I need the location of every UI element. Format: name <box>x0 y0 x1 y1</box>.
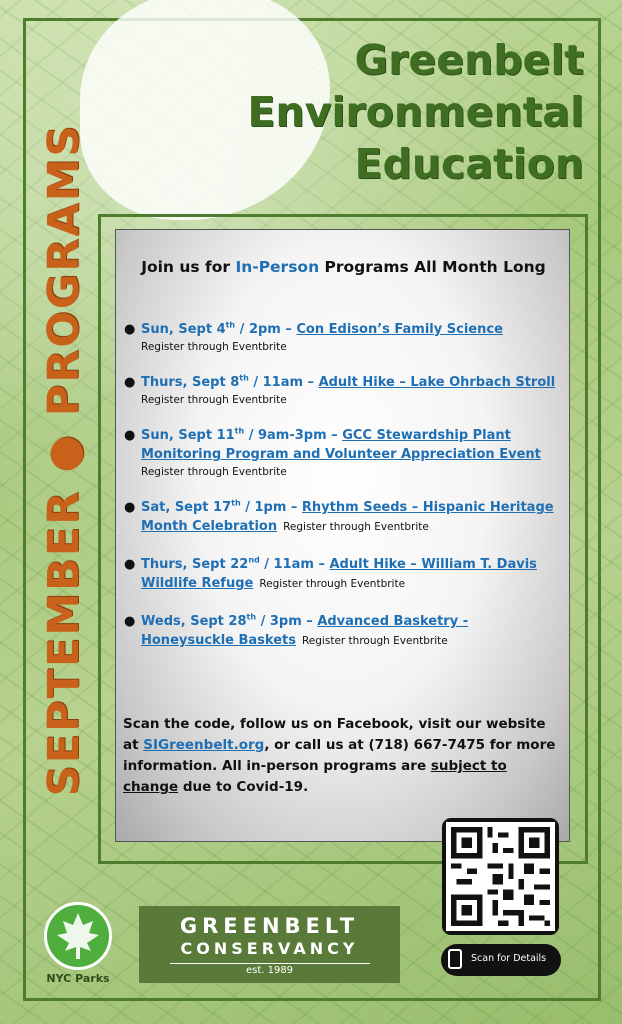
maple-leaf-icon <box>44 902 112 970</box>
bullet-icon: ● <box>124 614 136 629</box>
event-register: Register through Eventbrite <box>283 521 429 533</box>
event-date: Sun, Sept 4th / 2pm – <box>141 320 297 337</box>
event-link[interactable]: GCC Stewardship Plant Monitoring Program and Volunteer Appreciation Event <box>141 428 541 462</box>
bullet-icon: ● <box>124 322 136 337</box>
title-line: Education <box>354 140 584 188</box>
event-date: Thurs, Sept 8th / 11am – <box>141 373 319 390</box>
conservancy-est: est. 1989 <box>170 963 370 976</box>
heading-prefix: Join us for <box>141 258 236 276</box>
scan-for-details-button[interactable] <box>441 944 561 976</box>
event-item <box>124 426 564 480</box>
bullet-icon: ● <box>124 557 136 572</box>
event-link[interactable]: Rhythm Seeds – Hispanic Heritage Month Celebration <box>141 500 554 534</box>
event-register: Register through Eventbrite <box>301 635 448 647</box>
event-date: Sun, Sept 11th / 9am-3pm – <box>141 426 343 443</box>
title-line: Greenbelt <box>354 36 584 84</box>
vertical-title-container <box>36 40 92 880</box>
phone-icon <box>448 949 462 969</box>
event-date: Thurs, Sept 22nd / 11am – <box>141 555 330 572</box>
conservancy-line1: GREENBELT <box>179 914 360 938</box>
conservancy-line2: CONSERVANCY <box>180 939 359 958</box>
event-item <box>124 612 564 651</box>
event-link[interactable]: Adult Hike – William T. Davis Wildlife Refuge <box>141 557 537 591</box>
event-date: Sat, Sept 17th / 1pm – <box>141 498 302 515</box>
event-list <box>124 320 564 669</box>
event-register: Register through Eventbrite <box>259 578 406 590</box>
greenbelt-conservancy-logo <box>139 906 400 983</box>
event-link[interactable]: Advanced Basketry - Honeysuckle Baskets <box>141 614 469 648</box>
event-item <box>124 320 564 355</box>
event-item <box>124 498 564 537</box>
program-panel <box>115 229 570 842</box>
subject-to-change: subject to change <box>123 758 507 795</box>
event-link[interactable]: Adult Hike – Lake Ohrbach Stroll <box>318 375 556 390</box>
vertical-title: SEPTEMBER ● PROGRAMS <box>39 123 89 797</box>
event-item <box>124 373 564 408</box>
scan-caption: Scan for Details <box>471 953 547 964</box>
nyc-parks-label: NYC Parks <box>46 972 110 985</box>
website-link[interactable]: SIGreenbelt.org <box>143 737 265 753</box>
bullet-icon: ● <box>124 428 136 443</box>
event-item <box>124 555 564 594</box>
bullet-icon: ● <box>124 375 136 390</box>
nyc-parks-logo <box>38 902 118 985</box>
heading-highlight: In-Person <box>235 258 320 276</box>
panel-heading <box>116 258 571 276</box>
event-link[interactable]: Con Edison’s Family Science <box>296 322 503 337</box>
event-register: Register through Eventbrite <box>141 341 287 353</box>
qr-code-icon <box>446 822 555 931</box>
heading-suffix: Programs All Month Long <box>319 258 546 276</box>
title-line: Environmental <box>247 88 584 136</box>
bullet-icon: ● <box>124 500 136 515</box>
event-register: Register through Eventbrite <box>141 394 287 406</box>
event-date: Weds, Sept 28th / 3pm – <box>141 612 318 629</box>
contact-info: Scan the code, follow us on Facebook, visit our website at SIGreenbelt.org, or call us at (718) 667-7475 for more information. All in-person programs are subject to change due to Covid-19. <box>123 716 556 795</box>
qr-code[interactable] <box>442 818 559 935</box>
event-register: Register through Eventbrite <box>141 466 287 478</box>
page-title <box>247 34 584 190</box>
